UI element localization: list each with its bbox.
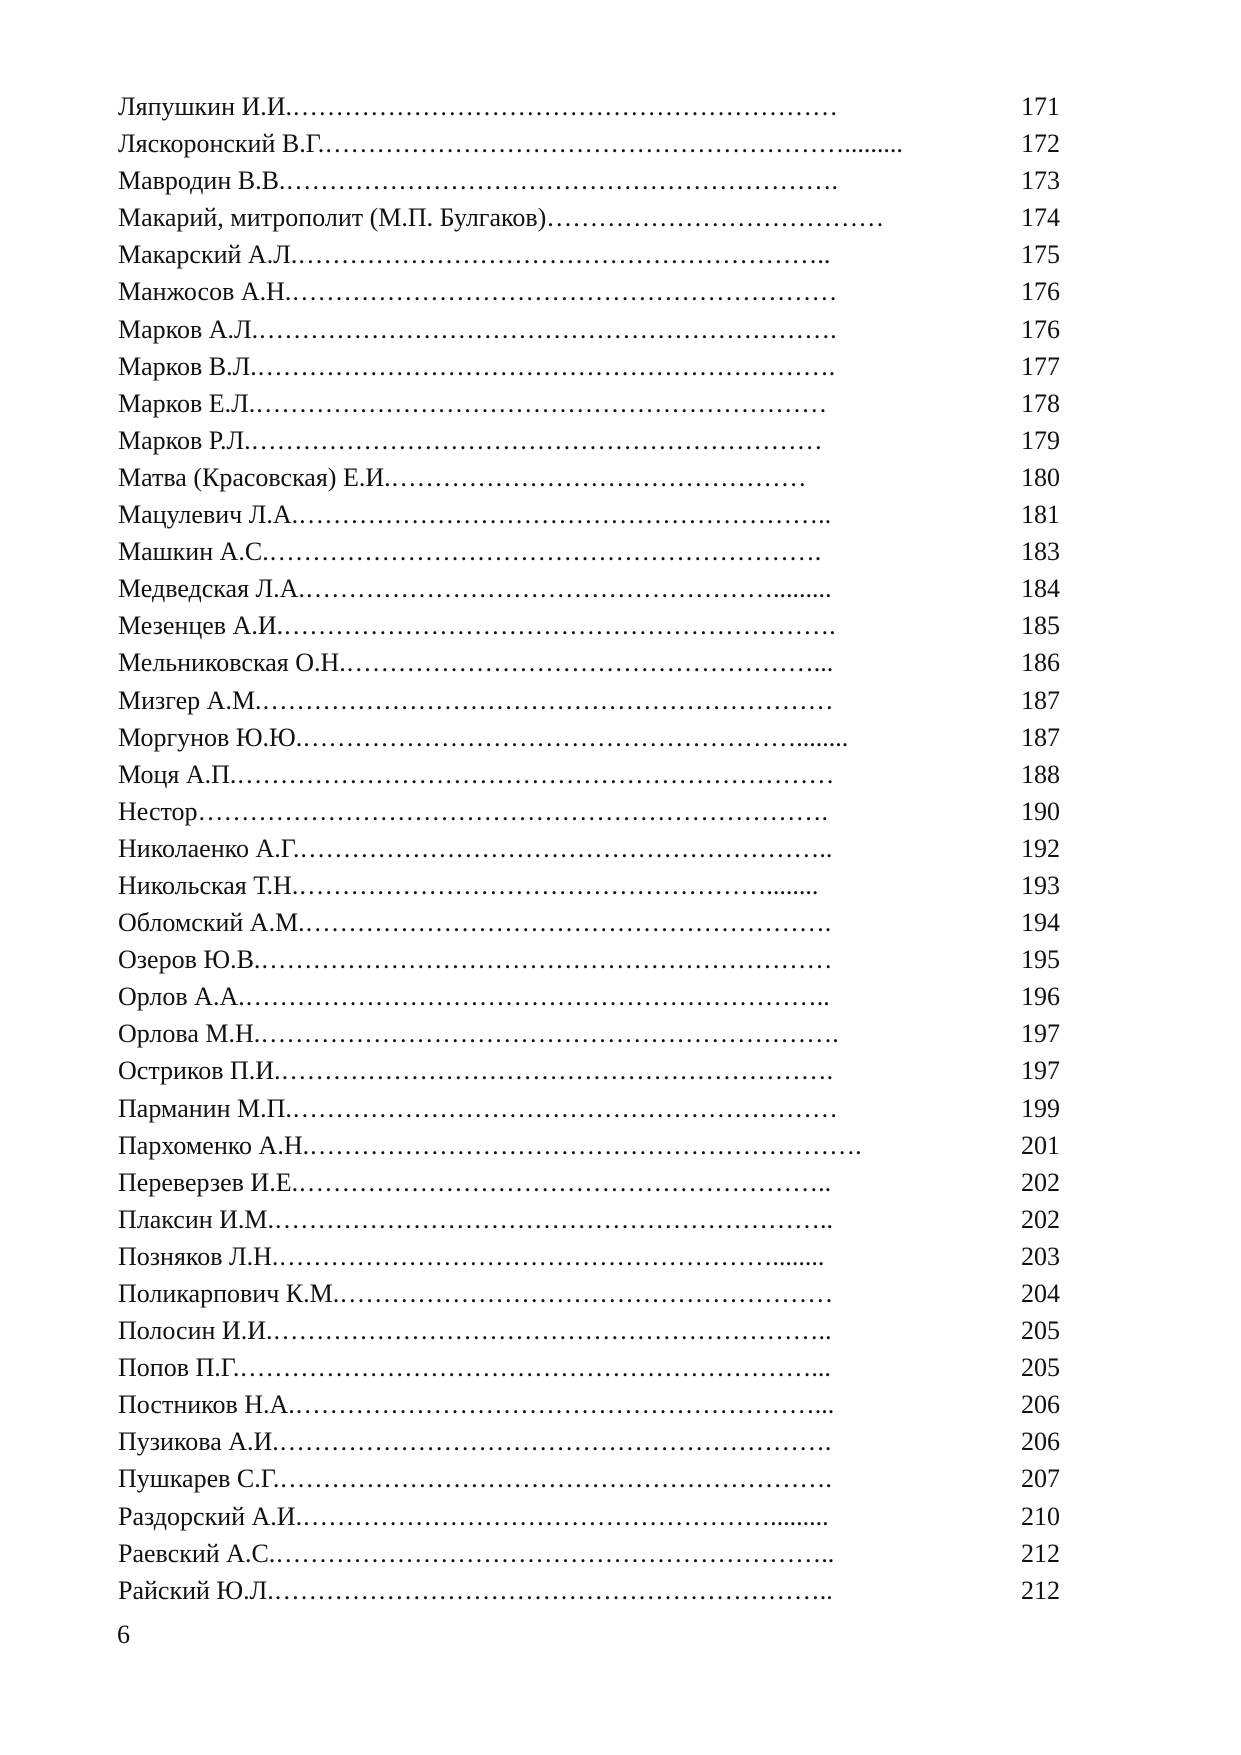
toc-entry-page: 197 [1021, 1019, 1060, 1049]
toc-entry [118, 125, 1060, 162]
toc-entry-name: Нестор [118, 796, 198, 826]
toc-entry-leader: ………………………………………………………. [280, 1056, 834, 1086]
toc-entry-page: 201 [1021, 1130, 1060, 1160]
toc-entry-text [118, 162, 996, 199]
toc-entry-text [118, 978, 996, 1015]
toc-entry-text [118, 273, 996, 310]
toc-entry [118, 1312, 1060, 1349]
toc-entry-name: Парманин М.П. [118, 1093, 292, 1123]
toc-entry-name: Макарий, митрополит (М.П. Булгаков) [118, 203, 547, 233]
toc-entry-leader: ………………………………………………………. [309, 1130, 862, 1160]
toc-entry-leader: ………………………………………… [390, 462, 807, 492]
toc-entry [118, 682, 1060, 719]
toc-entry-page: 206 [1021, 1390, 1060, 1420]
toc-entry [118, 570, 1060, 607]
toc-entry-name: Обломский А.М. [118, 908, 305, 938]
toc-entry-text [118, 1238, 996, 1275]
toc-entry-text [118, 1127, 996, 1164]
toc-entry [118, 644, 1060, 681]
toc-entry-text [118, 904, 996, 941]
toc-entry-page: 187 [1021, 722, 1060, 752]
toc-entry-text [118, 1312, 996, 1349]
toc-entry-page: 203 [1021, 1241, 1060, 1271]
toc-entry-page: 187 [1021, 685, 1060, 715]
toc-entry-name: Медведская Л.А. [118, 574, 305, 604]
toc-entry-page: 212 [1021, 1538, 1060, 1568]
toc-entry-text [118, 570, 996, 607]
toc-entry-page: 183 [1021, 537, 1060, 567]
toc-entry [118, 830, 1060, 867]
toc-entry [118, 162, 1060, 199]
toc-entry [118, 904, 1060, 941]
toc-entry-leader: ……………………………………………………... [294, 1390, 835, 1420]
toc-entry-leader: ………………………………………………………. [283, 611, 836, 641]
toc-entry [118, 1015, 1060, 1052]
toc-entry-name: Марков Е.Л. [118, 388, 256, 418]
toc-entry [118, 978, 1060, 1015]
toc-entry [118, 1201, 1060, 1238]
toc-entry-leader: ……………………………………………………….. [272, 1316, 832, 1346]
toc-entry [118, 1275, 1060, 1312]
toc-entry-name: Переверзев И.Е. [118, 1167, 299, 1197]
toc-entry-name: Раевский А.С. [118, 1538, 276, 1568]
toc-entry-leader: ……………………………………………………. [304, 908, 832, 938]
toc-entry-page: 178 [1021, 388, 1060, 418]
toc-entry-leader: ………………………………………………………. [285, 166, 838, 196]
toc-entry-page: 175 [1021, 240, 1060, 270]
toc-entry-leader: …………………………………………………….. [297, 240, 831, 270]
toc-entry [118, 941, 1060, 978]
toc-entry-leader: ………………………………………………………. [278, 1427, 832, 1457]
toc-entry [118, 273, 1060, 310]
toc-entry-text [118, 941, 996, 978]
toc-entry-page: 180 [1021, 462, 1060, 492]
toc-entry [118, 1498, 1060, 1535]
toc-entry-name: Манжосов А.Н. [118, 277, 292, 307]
toc-entry [118, 1238, 1060, 1275]
toc-entry [118, 236, 1060, 273]
toc-entry-text [118, 422, 996, 459]
toc-entry-page: 181 [1021, 500, 1060, 530]
toc-entry-page: 199 [1021, 1093, 1060, 1123]
toc-entry-leader: …………………………………………………………. [258, 314, 837, 344]
toc-entry-name: Поликарпович К.М. [118, 1279, 340, 1308]
toc-entry-text [118, 1572, 996, 1609]
toc-entry [118, 719, 1060, 756]
toc-entry-leader: ………………………………………………………… [261, 685, 834, 715]
toc-entry-text [118, 644, 996, 681]
toc-entry-page: 174 [1021, 203, 1060, 233]
toc-entry-page: 206 [1021, 1427, 1060, 1457]
toc-entry-text [118, 1275, 996, 1312]
toc-entry-text [118, 830, 996, 867]
toc-entry-leader: ………………………………………………… [339, 1279, 834, 1308]
toc-entry-name: Марков В.Л. [118, 351, 257, 381]
toc-entry-page: 202 [1021, 1204, 1060, 1234]
toc-entry-name: Пархоменко А.Н. [118, 1130, 310, 1160]
toc-entry-leader: ………………………………………………………… [250, 425, 823, 455]
toc-entry-leader: …………………………………………………........ [278, 1241, 825, 1271]
toc-entry [118, 459, 1060, 496]
toc-entry-leader: …………………………………………………….. [298, 500, 832, 530]
toc-entry [118, 1164, 1060, 1201]
toc-entry-page: 176 [1021, 277, 1060, 307]
toc-entry-leader: ……………………………………………………….. [273, 1575, 833, 1605]
toc-entry-page: 196 [1021, 982, 1060, 1012]
toc-entry-text [118, 1164, 996, 1201]
toc-entry-name: Макарский А.Л. [118, 240, 298, 270]
toc-entry-name: Марков Р.Л. [118, 425, 251, 455]
toc-entry-page: 197 [1021, 1056, 1060, 1086]
toc-entry-page: 195 [1021, 945, 1060, 975]
toc-entry-name: Орлов А.А. [118, 982, 245, 1012]
toc-entry-text [118, 1423, 996, 1460]
toc-entry-text [118, 682, 996, 719]
toc-entry [118, 793, 1060, 830]
toc-entry-page: 210 [1021, 1501, 1060, 1531]
toc-entry-text [118, 125, 996, 162]
toc-entry [118, 607, 1060, 644]
toc-entry-leader: ………………………………… [546, 203, 885, 233]
toc-entry-page: 207 [1021, 1464, 1060, 1494]
toc-entry-text [118, 1201, 996, 1238]
toc-entry-text [118, 1498, 996, 1535]
toc-entry [118, 1090, 1060, 1127]
toc-entry-leader: ………………………………………………………. [268, 537, 822, 567]
toc-entry [118, 496, 1060, 533]
toc-entry-name: Машкин А.С. [118, 537, 269, 567]
toc-entry-text [118, 1052, 996, 1089]
toc-entry-text [118, 385, 996, 422]
toc-entry-leader: ……………………………………………………….. [274, 1204, 834, 1234]
toc-entry-page: 186 [1021, 648, 1060, 678]
toc-entry-leader: …………………………………………………….. [299, 833, 833, 863]
toc-entry [118, 1052, 1060, 1089]
toc-entry-name: Ляскоронский В.Г. [118, 129, 325, 159]
toc-entry-name: Моргунов Ю.Ю. [118, 722, 303, 752]
toc-entry-name: Попов П.Г. [118, 1353, 240, 1383]
toc-entry-leader: ……………………………………………………… [291, 277, 838, 307]
toc-entry-page: 185 [1021, 611, 1060, 641]
toc-entry-text [118, 1386, 996, 1423]
toc-entry-text [118, 793, 996, 830]
toc-entry-name: Райский Ю.Л. [118, 1575, 274, 1605]
toc-entry-text [118, 756, 996, 793]
toc-entry-text [118, 236, 996, 273]
toc-entry [118, 311, 1060, 348]
toc-entry-name: Пузикова А.И. [118, 1427, 279, 1457]
toc-entry-name: Постников Н.А. [118, 1390, 295, 1420]
toc-entry-text [118, 1015, 996, 1052]
toc-entry-leader: ……………………………………………………… [292, 92, 839, 121]
toc-entry-text [118, 311, 996, 348]
toc-entry [118, 1535, 1060, 1572]
toc-entry [118, 199, 1060, 236]
toc-entry-page: 171 [1021, 92, 1060, 121]
toc-entry-leader: ……………………………………………………… [291, 1093, 838, 1123]
toc-entry-page: 184 [1021, 574, 1060, 604]
toc-entry-name: Моця А.П. [118, 759, 237, 789]
toc-entry-name: Никольская Т.Н. [118, 870, 299, 900]
toc-entry-name: Плаксин И.М. [118, 1204, 275, 1234]
toc-entry [118, 867, 1060, 904]
toc-entry-name: Мельниковская О.Н. [118, 648, 346, 678]
toc-entry-text [118, 348, 996, 385]
toc-entry-text [118, 867, 996, 904]
toc-entry-page: 204 [1021, 1279, 1060, 1308]
toc-entry-text [118, 88, 996, 125]
toc-entry [118, 348, 1060, 385]
toc-entry-text [118, 1349, 996, 1386]
toc-entry-name: Мизгер А.М. [118, 685, 262, 715]
toc-entry [118, 385, 1060, 422]
toc-entry-leader: …………………………………………………………... [239, 1353, 831, 1383]
toc-entry-text [118, 199, 996, 236]
toc-entry [118, 1127, 1060, 1164]
toc-entry [118, 1386, 1060, 1423]
toc-entry-leader: ……………………………………………………….. [275, 1538, 835, 1568]
toc-entry-page: 205 [1021, 1353, 1060, 1383]
toc-entry-leader: …………………………………………………………. [260, 1019, 839, 1049]
toc-entry-name: Орлова М.Н. [118, 1019, 261, 1049]
toc-entry-name: Пушкарев С.Г. [118, 1464, 280, 1494]
toc-entry-leader: ………………………………………………... [345, 648, 834, 678]
toc-entry [118, 1349, 1060, 1386]
toc-entry-leader: ……………………………………………………......... [324, 129, 903, 159]
toc-entry-name: Мезенцев А.И. [118, 611, 284, 641]
toc-entry-text [118, 496, 996, 533]
toc-entry-page: 193 [1021, 870, 1060, 900]
toc-entry-page: 176 [1021, 314, 1060, 344]
toc-entry [118, 756, 1060, 793]
toc-entry [118, 1423, 1060, 1460]
toc-entry-leader: ………………………………………………………… [255, 388, 828, 418]
toc-entry-text [118, 1090, 996, 1127]
toc-entry-leader: ………………………………………………………… [260, 945, 833, 975]
toc-entry-text [118, 1460, 996, 1497]
toc-entry-leader: ………………………………………………........ [298, 870, 819, 900]
toc-entry-leader: ………………………………………………………………. [197, 796, 829, 826]
toc-entry-leader: ………………………………………………………. [279, 1464, 832, 1494]
toc-entry-name: Раздорский А.И. [118, 1501, 303, 1531]
table-of-contents [118, 88, 1060, 1609]
toc-entry-name: Николаенко А.Г. [118, 833, 300, 863]
toc-entry [118, 533, 1060, 570]
toc-entry-text [118, 533, 996, 570]
toc-entry-name: Марков А.Л. [118, 314, 259, 344]
toc-entry-leader: …………………………………………………………… [236, 759, 835, 789]
toc-entry-page: 179 [1021, 425, 1060, 455]
toc-entry-leader: …………………………………………………….. [298, 1167, 832, 1197]
toc-entry-name: Мавродин В.В. [118, 166, 286, 196]
toc-entry [118, 88, 1060, 125]
toc-entry-text [118, 1535, 996, 1572]
toc-entry-text [118, 459, 996, 496]
toc-entry-text [118, 607, 996, 644]
toc-entry [118, 1572, 1060, 1609]
toc-entry-name: Полосин И.И. [118, 1316, 273, 1346]
toc-entry-name: Матва (Красовская) Е.И. [118, 462, 391, 492]
toc-entry-name: Мацулевич Л.А. [118, 500, 299, 530]
toc-entry-leader: ………………………………………………......... [304, 574, 832, 604]
toc-entry-text [118, 719, 996, 756]
toc-entry [118, 422, 1060, 459]
toc-entry-page: 192 [1021, 833, 1060, 863]
toc-entry-leader: …………………………………………………………. [256, 351, 836, 381]
toc-entry-leader: …………………………………………………........ [302, 722, 849, 752]
page-number: 6 [117, 1620, 130, 1649]
toc-entry-leader: ………………………………………………………….. [244, 982, 830, 1012]
toc-entry-name: Ляпушкин И.И. [118, 92, 293, 121]
toc-entry-name: Позняков Л.Н. [118, 1241, 279, 1271]
toc-entry-page: 194 [1021, 908, 1060, 938]
toc-entry [118, 1460, 1060, 1497]
toc-entry-page: 212 [1021, 1575, 1060, 1605]
toc-entry-page: 190 [1021, 796, 1060, 826]
toc-entry-page: 172 [1021, 129, 1060, 159]
toc-entry-leader: ………………………………………………......... [302, 1501, 829, 1531]
toc-entry-name: Остриков П.И. [118, 1056, 281, 1086]
toc-entry-page: 188 [1021, 759, 1060, 789]
toc-entry-page: 173 [1021, 166, 1060, 196]
toc-entry-name: Озеров Ю.В. [118, 945, 261, 975]
toc-entry-page: 205 [1021, 1316, 1060, 1346]
toc-entry-page: 202 [1021, 1167, 1060, 1197]
toc-entry-page: 177 [1021, 351, 1060, 381]
